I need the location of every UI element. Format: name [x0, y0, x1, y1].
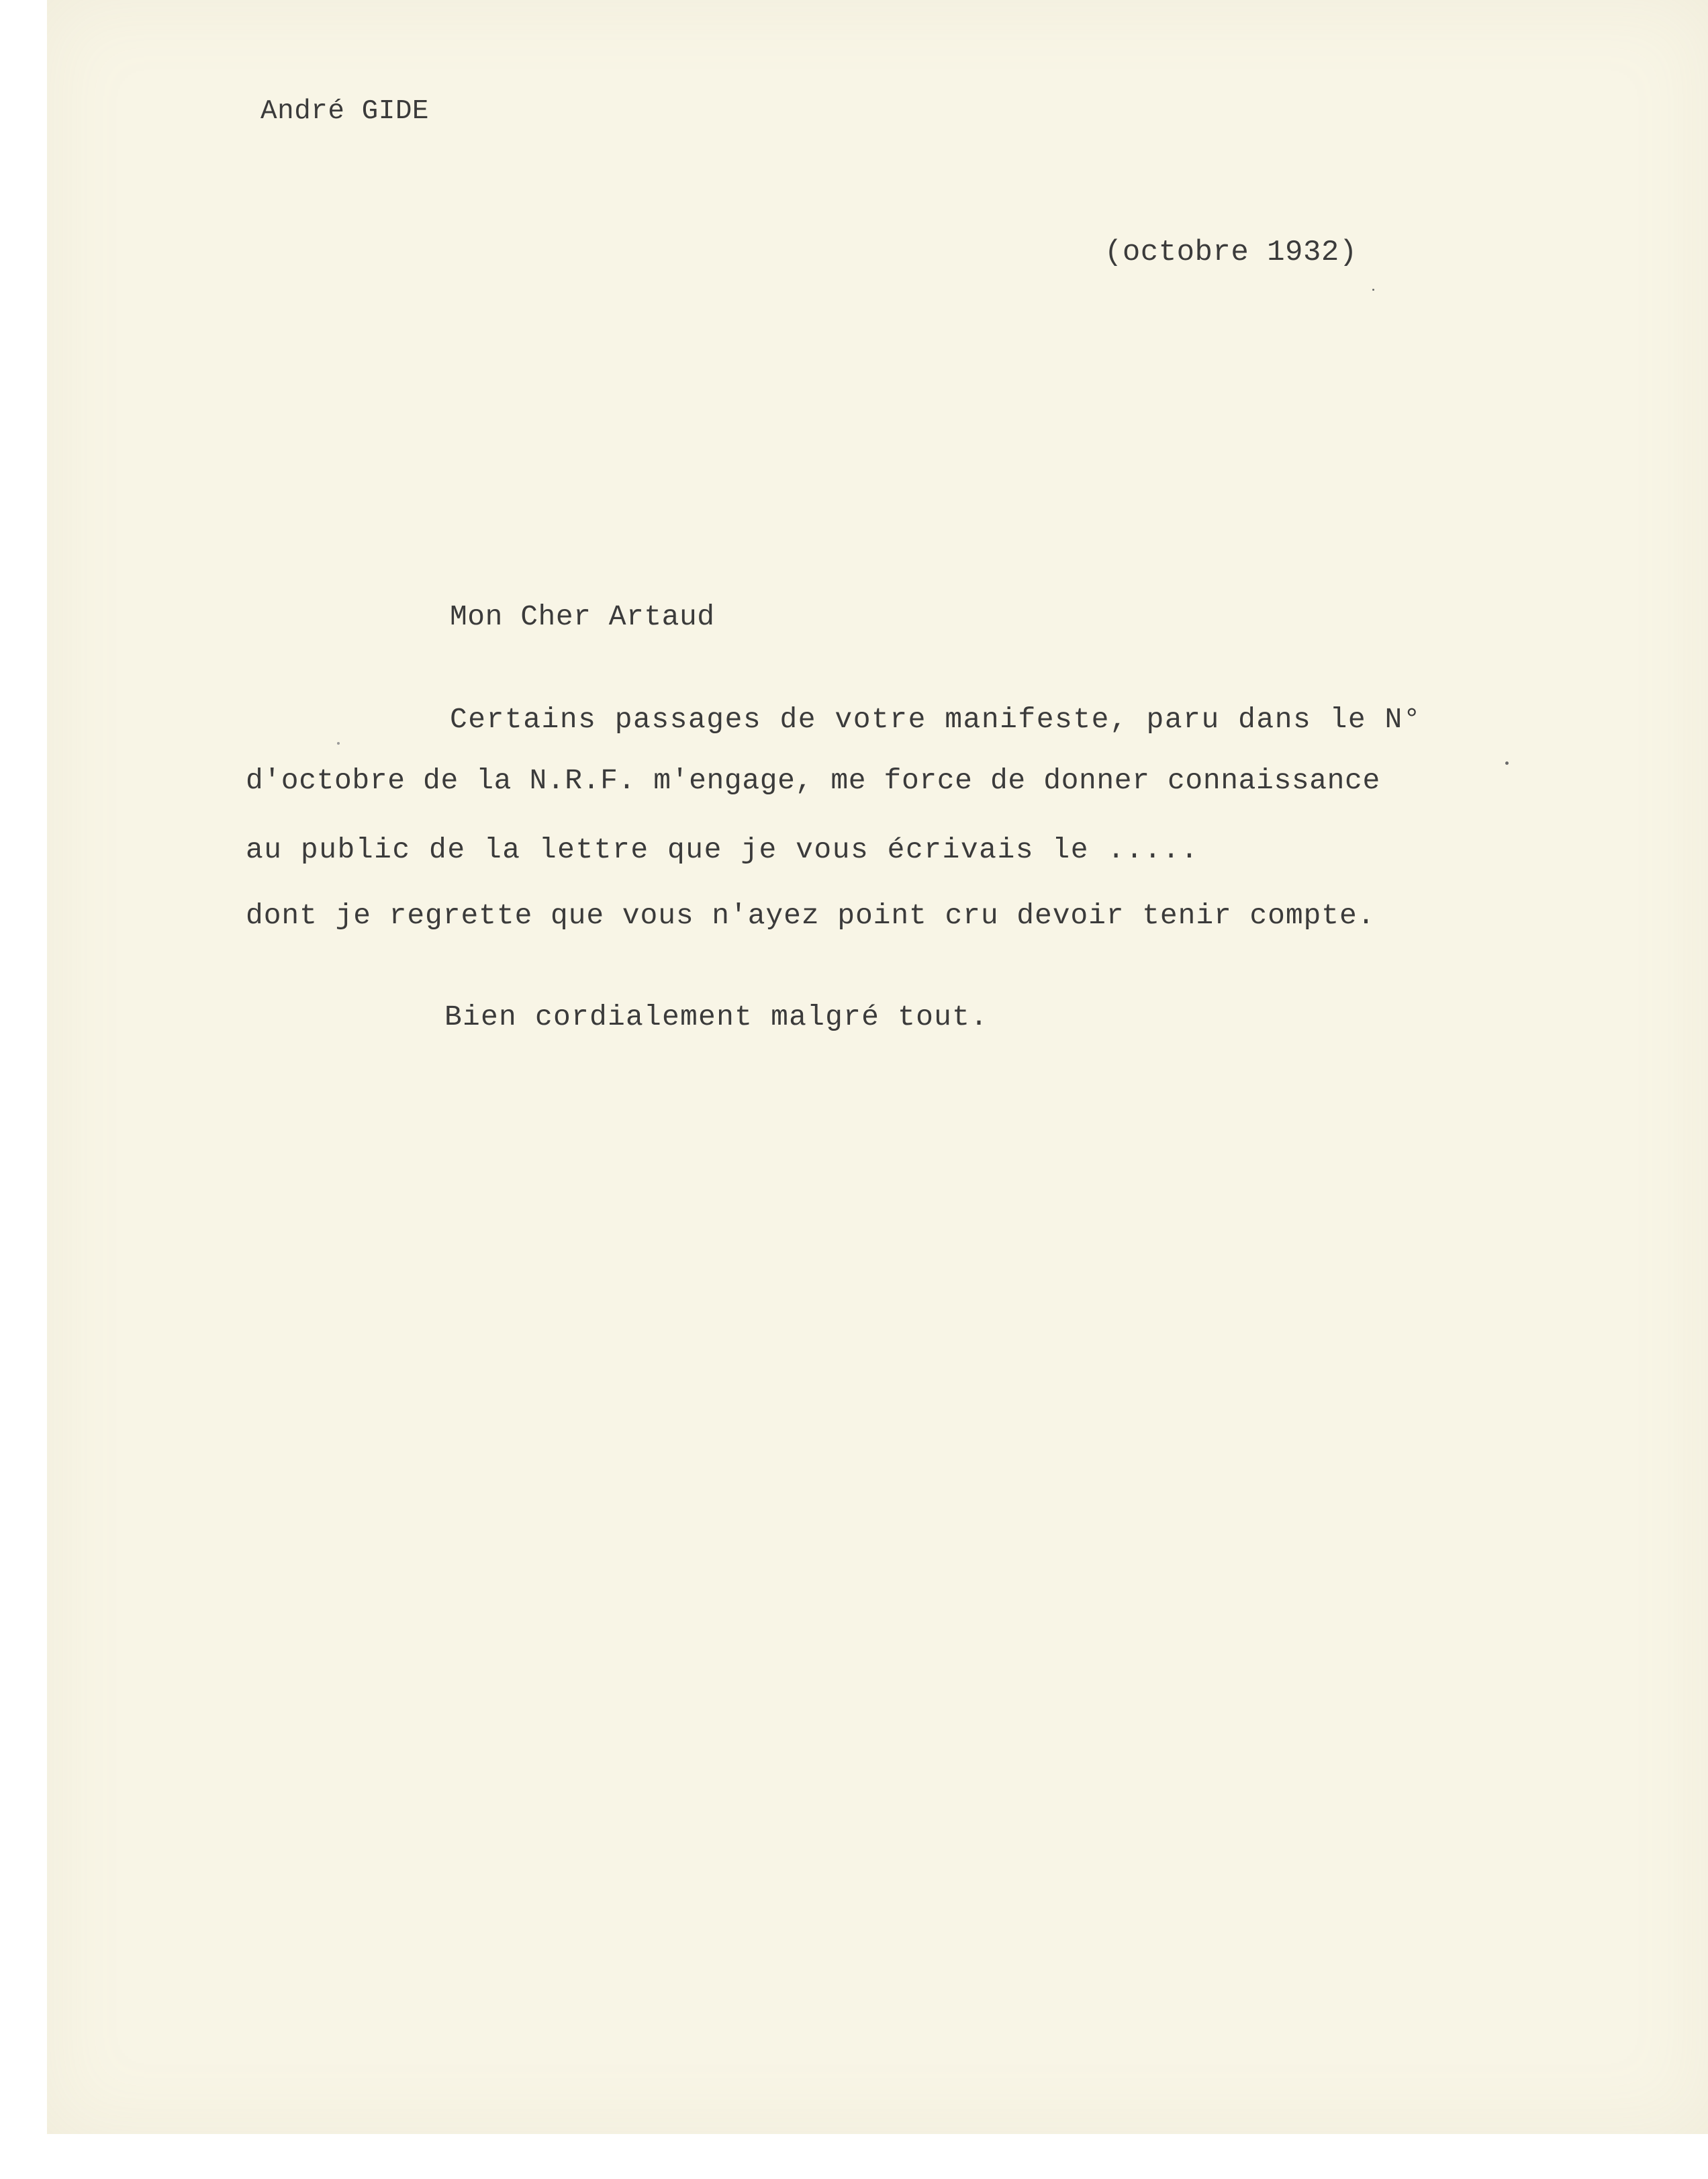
body-line-2: d'octobre de la N.R.F. m'engage, me force de donner connaissance — [246, 764, 1380, 797]
scan-bottom-margin — [0, 2134, 1708, 2179]
letter-sheet — [47, 0, 1708, 2134]
body-line-1: Certains passages de votre manifeste, paru dans le N° — [450, 703, 1422, 736]
paper-speck — [1372, 289, 1374, 291]
paper-speck — [1505, 761, 1509, 765]
body-line-4: dont je regrette que vous n'ayez point cru devoir tenir compte. — [246, 899, 1376, 932]
salutation: Mon Cher Artaud — [450, 600, 715, 633]
paper-speck — [337, 742, 340, 745]
letter-date: (octobre 1932) — [1104, 236, 1358, 269]
closing: Bien cordialement malgré tout. — [444, 1001, 989, 1033]
sender-name: André GIDE — [260, 96, 430, 127]
body-line-3: au public de la lettre que je vous écrivais le ..... — [246, 833, 1199, 866]
